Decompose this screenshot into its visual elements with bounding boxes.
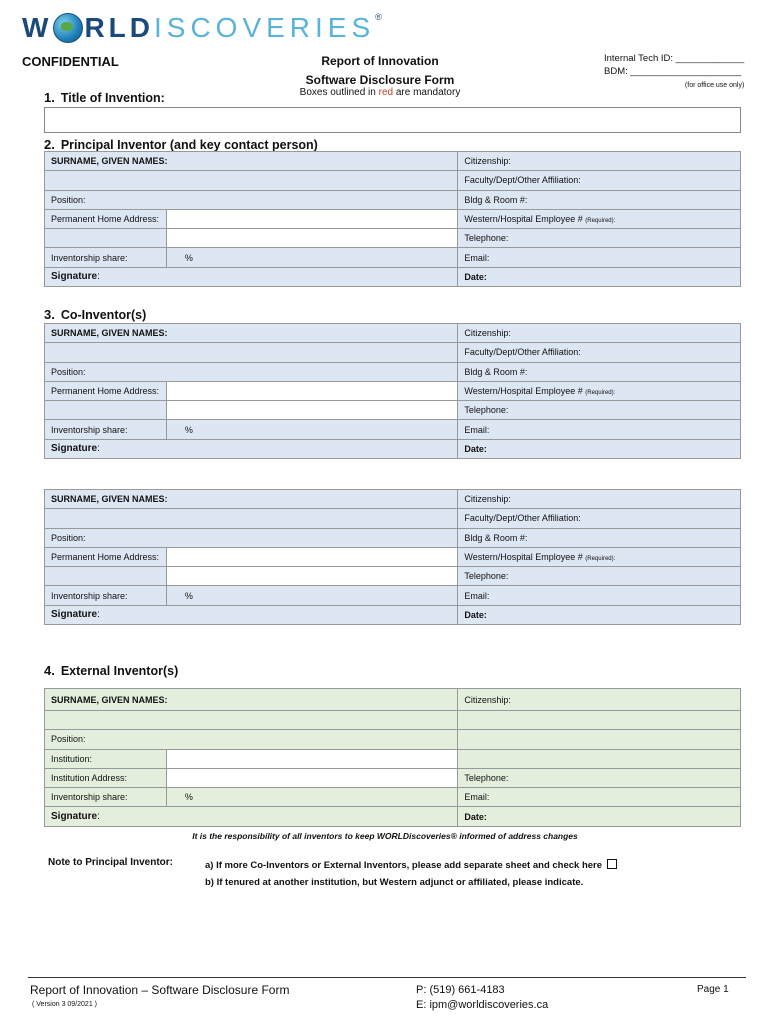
share-label: Inventorship share: — [45, 420, 167, 439]
position-field[interactable]: Position: — [45, 730, 458, 749]
signature-field[interactable]: Signature: — [45, 807, 458, 826]
home-address-label: Permanent Home Address: — [45, 209, 167, 228]
surname-field[interactable]: SURNAME, GIVEN NAMES: — [45, 490, 458, 509]
share-label: Inventorship share: — [45, 788, 167, 807]
bldg-field[interactable]: Bldg & Room #: — [458, 362, 741, 381]
home-address-input[interactable] — [166, 547, 457, 566]
employee-field[interactable]: Western/Hospital Employee # (Required): — [458, 381, 741, 400]
citizenship-field[interactable]: Citizenship: — [458, 490, 741, 509]
surname-field[interactable]: SURNAME, GIVEN NAMES: — [45, 324, 458, 343]
telephone-field[interactable]: Telephone: — [458, 401, 741, 420]
home-address-input-2[interactable] — [166, 567, 457, 586]
home-address-input[interactable] — [166, 209, 457, 228]
institution-address-label: Institution Address: — [45, 768, 167, 787]
email-field[interactable]: Email: — [458, 586, 741, 605]
surname-field[interactable]: SURNAME, GIVEN NAMES: — [45, 689, 458, 711]
footer-divider — [28, 977, 746, 978]
note-items: a) If more Co-Inventors or External Inventors, please add separate sheet and check here b) If tenured at another institution, but Western adjunct or affiliated, please indicate. — [205, 857, 617, 891]
signature-field[interactable]: Signature: — [45, 605, 458, 624]
external-inventor-table — [44, 688, 741, 827]
principal-inventor-table — [44, 151, 741, 287]
share-percent[interactable]: % — [166, 586, 457, 605]
section-3-heading: 3. Co-Inventor(s) — [44, 307, 147, 322]
share-label: Inventorship share: — [45, 586, 167, 605]
date-field[interactable]: Date: — [458, 267, 741, 286]
share-percent[interactable]: % — [166, 248, 457, 267]
citizenship-field[interactable]: Citizenship: — [458, 689, 741, 711]
share-percent[interactable]: % — [166, 420, 457, 439]
email-field[interactable]: Email: — [458, 420, 741, 439]
responsibility-note: It is the responsibility of all inventors to keep WORLDiscoveries® informed of address changes — [192, 831, 578, 841]
office-use-note: (for office use only) — [684, 82, 745, 89]
employee-field[interactable]: Western/Hospital Employee # (Required): — [458, 547, 741, 566]
faculty-field[interactable]: Faculty/Dept/Other Affiliation: — [458, 171, 741, 190]
institution-label: Institution: — [45, 749, 167, 768]
co-inventor-table-1 — [44, 323, 741, 459]
office-use-block — [604, 52, 744, 92]
institution-address-input[interactable] — [166, 768, 458, 787]
telephone-field[interactable]: Telephone: — [458, 567, 741, 586]
footer-email[interactable]: E: ipm@worldiscoveries.ca — [416, 999, 549, 1011]
bldg-field[interactable]: Bldg & Room #: — [458, 528, 741, 547]
section-2-heading: 2. Principal Inventor (and key contact person) — [44, 137, 318, 152]
date-field[interactable]: Date: — [458, 807, 741, 826]
position-field[interactable]: Position: — [45, 528, 458, 547]
email-field[interactable]: Email: — [458, 788, 741, 807]
form-title: Report of Innovation Software Disclosure Form — [305, 54, 455, 87]
co-inventor-table-2 — [44, 489, 741, 625]
section-1-heading: 1. Title of Invention: — [44, 90, 165, 105]
section-4-heading: 4. External Inventor(s) — [44, 663, 179, 678]
bldg-field[interactable]: Bldg & Room #: — [458, 190, 741, 209]
home-address-input[interactable] — [166, 381, 457, 400]
confidential-label: CONFIDENTIAL — [22, 54, 119, 69]
faculty-field[interactable]: Faculty/Dept/Other Affiliation: — [458, 343, 741, 362]
date-field[interactable]: Date: — [458, 439, 741, 458]
worldiscoveries-logo: W RLD ISCOVERIES ® — [22, 12, 386, 43]
footer-version: ( Version 3 09/2021 ) — [32, 1001, 97, 1008]
globe-icon — [53, 13, 83, 43]
note-label: Note to Principal Inventor: — [48, 857, 174, 868]
telephone-field[interactable]: Telephone: — [458, 768, 741, 787]
home-address-label: Permanent Home Address: — [45, 547, 167, 566]
employee-field[interactable]: Western/Hospital Employee # (Required): — [458, 209, 741, 228]
bdm-field: BDM: _____________________ — [604, 66, 742, 77]
citizenship-field[interactable]: Citizenship: — [458, 324, 741, 343]
home-address-input-2[interactable] — [166, 401, 457, 420]
additional-sheet-checkbox[interactable] — [607, 859, 617, 869]
share-label: Inventorship share: — [45, 248, 167, 267]
share-percent[interactable]: % — [166, 788, 458, 807]
date-field[interactable]: Date: — [458, 605, 741, 624]
telephone-field[interactable]: Telephone: — [458, 229, 741, 248]
internal-tech-id: Internal Tech ID: _____________ — [604, 53, 745, 64]
position-field[interactable]: Position: — [45, 190, 458, 209]
footer-contact — [416, 983, 548, 1013]
faculty-field[interactable]: Faculty/Dept/Other Affiliation: — [458, 509, 741, 528]
signature-field[interactable]: Signature: — [45, 439, 458, 458]
home-address-input-2[interactable] — [166, 229, 457, 248]
footer-title: Report of Innovation – Software Disclosure Form — [30, 983, 290, 997]
signature-field[interactable]: Signature: — [45, 267, 458, 286]
citizenship-field[interactable]: Citizenship: — [458, 152, 741, 171]
page-number: Page 1 — [697, 984, 729, 995]
mandatory-note: Boxes outlined in red are mandatory — [299, 87, 461, 98]
surname-field[interactable]: SURNAME, GIVEN NAMES: — [45, 152, 458, 171]
institution-input[interactable] — [166, 749, 458, 768]
email-field[interactable]: Email: — [458, 248, 741, 267]
position-field[interactable]: Position: — [45, 362, 458, 381]
home-address-label: Permanent Home Address: — [45, 381, 167, 400]
title-of-invention-input[interactable] — [44, 107, 741, 133]
footer-phone: P: (519) 661-4183 — [416, 984, 505, 996]
